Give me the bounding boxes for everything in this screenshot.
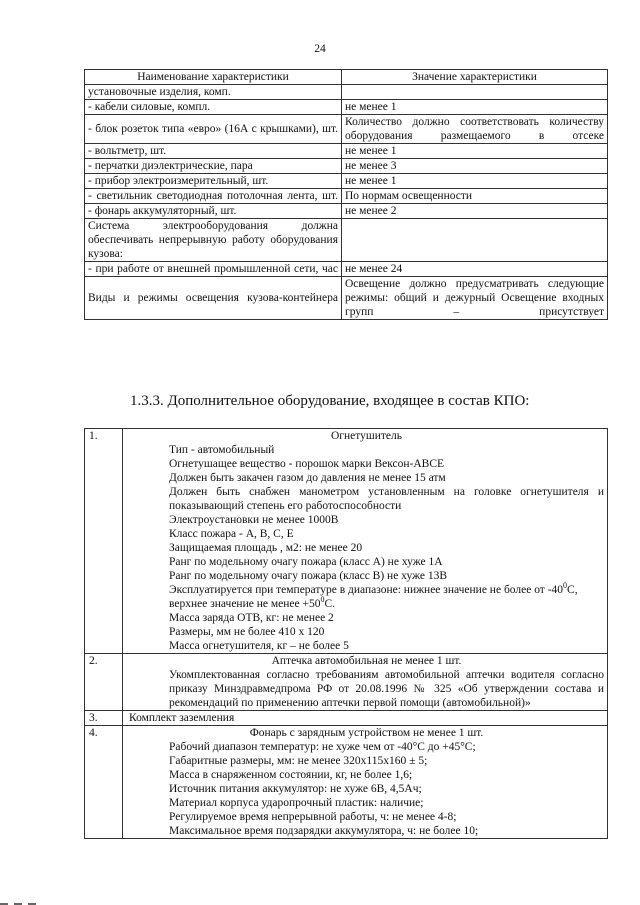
item-line: Материал корпуса ударопрочный пластик: наличие; (169, 797, 424, 809)
cell-value: Количество должно соответствовать количеству оборудования размещаемого в отсеке (342, 115, 608, 144)
cell-value (342, 219, 608, 262)
cell-name: - при работе от внешней промышленной сети, час (85, 262, 342, 277)
item-line: Огнетушащее вещество - порошок марки Вексон-АВСЕ (169, 458, 445, 470)
item-line: Защищаемая площадь , м2: не менее 20 (169, 542, 363, 554)
cell-value: не менее 1 (342, 144, 608, 159)
characteristics-table (84, 69, 608, 320)
item-line: Класс пожара - А, В, С, Е (169, 528, 294, 540)
cell-name: - кабели силовые, компл. (85, 100, 342, 115)
table-header-row (85, 70, 608, 85)
table-row (85, 115, 608, 144)
item-title: Фонарь с зарядным устройством не менее 1 шт. (249, 727, 484, 739)
cell-name: - фонарь аккумуляторный, шт. (85, 204, 342, 219)
item-line: Тип - автомобильный (169, 444, 275, 456)
table-row (85, 654, 608, 711)
item-number: 4. (85, 726, 123, 839)
cell-name: установочные изделия, комп. (85, 85, 342, 100)
item-line: Масса огнетушителя, кг – не более 5 (169, 640, 349, 652)
table-row (85, 174, 608, 189)
cell-name: - прибор электроизмерительный, шт. (85, 174, 342, 189)
table-row (85, 219, 608, 262)
item-line: Масса заряда ОТВ, кг: не менее 2 (169, 612, 334, 624)
table-row (85, 159, 608, 174)
equipment-table (84, 428, 608, 839)
item-line: Ранг по модельному очагу пожара (класс А) не хуже 1А (169, 556, 443, 568)
item-number: 2. (85, 654, 123, 711)
item-line: Размеры, мм не более 410 х 120 (169, 626, 325, 638)
cell-name: Система электрооборудования должна обеспечивать непрерывную работу оборудования кузова: (85, 219, 342, 262)
cell-name: - перчатки диэлектрические, пара (85, 159, 342, 174)
item-line: Масса в снаряженном состоянии, кг, не более 1,6; (169, 769, 413, 781)
cell-value: По нормам освещенности (342, 189, 608, 204)
table-row (85, 189, 608, 204)
cell-value: не менее 1 (342, 174, 608, 189)
item-line: Максимальное время подзарядки аккумулятора, ч: не более 10; (169, 825, 479, 837)
section-heading: 1.3.3. Дополнительное оборудование, входящее в состав КПО: (130, 393, 530, 409)
cell-value: не менее 2 (342, 204, 608, 219)
item-line: Габаритные размеры, мм: не менее 320x115x160 ± 5; (169, 755, 428, 767)
table-row (85, 204, 608, 219)
cell-value: не менее 24 (342, 262, 608, 277)
item-title: Огнетушитель (330, 430, 403, 442)
item-line: Источник питания аккумулятор: не хуже 6В, 4,5Ач; (169, 783, 422, 795)
cell-value: Освещение должно предусматривать следующие режимы: общий и дежурный Освещение входных групп – присутствует (342, 277, 608, 320)
item-line: Должен быть закачен газом до давления не менее 15 атм (169, 472, 446, 484)
table-row (85, 144, 608, 159)
cell-value (342, 85, 608, 100)
item-line: Рабочий диапазон температур: не хуже чем от -40°С до +45°С; (169, 741, 476, 753)
cell-name: - вольтметр, шт. (85, 144, 342, 159)
table-row (85, 726, 608, 839)
item-title: Комплект заземления (129, 712, 235, 724)
item-body (123, 711, 608, 726)
degree-sup: 0 (320, 595, 325, 605)
temp-text-c: С. (324, 598, 336, 610)
item-line: Ранг по модельному очагу пожара (класс В) не хуже 13В (169, 570, 448, 582)
item-number: 3. (85, 711, 123, 726)
table-row (85, 277, 608, 320)
temp-text-a: Эксплуатируется при температуре в диапазоне: нижнее значение не более от -40 (169, 584, 564, 596)
temperature-line (169, 583, 604, 611)
table-row (85, 262, 608, 277)
table-row (85, 85, 608, 100)
item-text: Укомплектованная согласно требованиям автомобильной аптечки водителя согласно приказу Минздравмедпрома РФ от 20.08.1996 № 325 «Об утверждении состава и рекомендаций по применению аптечки первой помощи (автомобильной)» (169, 669, 604, 709)
temp-text-b: С, верхнее значение не менее +50 (169, 584, 578, 610)
cell-name: - блок розеток типа «евро» (16А с крышками), шт. (85, 115, 342, 144)
page-number: 24 (314, 43, 326, 55)
item-body (123, 654, 608, 711)
item-body (123, 726, 608, 839)
cell-name: Виды и режимы освещения кузова-контейнера (85, 277, 342, 320)
item-title: Аптечка автомобильная не менее 1 шт. (271, 655, 462, 667)
item-body (123, 429, 608, 654)
column-header-value: Значение характеристики (342, 70, 608, 85)
degree-sup: 0 (563, 581, 568, 591)
item-number: 1. (85, 429, 123, 654)
item-line: Электроустановки не менее 1000В (169, 514, 339, 526)
cell-value: не менее 3 (342, 159, 608, 174)
column-header-name: Наименование характеристики (85, 70, 342, 85)
table-row (85, 100, 608, 115)
table-row (85, 711, 608, 726)
cell-name: - светильник светодиодная потолочная лента, шт. (85, 189, 342, 204)
item-line: Должен быть снабжен манометром установленным на головке огнетушителя и показывающий степень его работоспособности (169, 486, 604, 512)
item-line: Регулируемое время непрерывной работы, ч: не менее 4-8; (169, 811, 457, 823)
scan-artifact (0, 893, 60, 905)
table-row (85, 429, 608, 654)
cell-value: не менее 1 (342, 100, 608, 115)
